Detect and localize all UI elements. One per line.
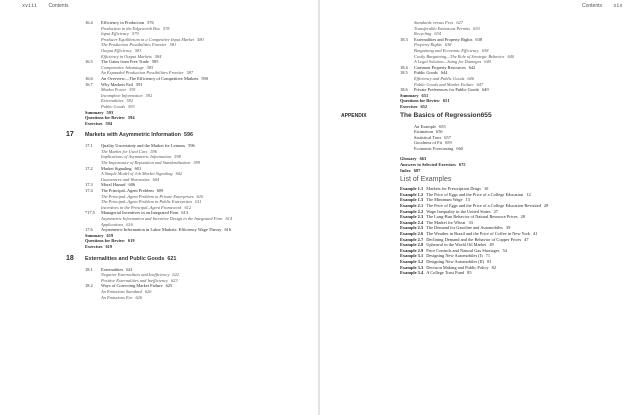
entry-title: Common Property Resources [414,64,466,70]
entry-title: Economic Forecasting [414,145,454,151]
page-ref: 646 [467,75,474,81]
page-ref: 640 [507,53,515,59]
example-entry [320,270,638,276]
entry-title: Answers to Selected Exercises [400,162,456,168]
page-ref: 592 [145,92,153,98]
example-label: Example 2.6 [400,231,424,236]
right-page [320,0,638,415]
page-ref: 576 [147,20,154,25]
page-ref: 591 [129,87,136,93]
entry-title: Index [400,167,411,173]
page-ref: 651 [442,98,450,104]
example-title: Designing New Automobiles (I) [426,253,483,259]
section-number: 18.6 [400,87,408,93]
page-ref: 604 [152,176,160,182]
entry-title: Positive Externalities and Inefficiency [101,277,168,283]
page-ref: 578 [162,25,170,31]
page-ref: 616 [224,227,232,233]
entry-title: The Principal–Agent Problem in Private Enterprises [101,193,194,199]
examples-heading-text: List of Examples [400,176,452,184]
example-label: Example 1.1 [400,186,424,192]
example-label: Example 1.3 [400,197,424,203]
example-title: Upheaval in the World Oil Market [426,242,487,248]
appendix-page: 655 [480,111,492,119]
entry-title: A Legal Solution—Suing for Damages [414,59,482,65]
page-ref: 580 [197,36,204,42]
example-label: Example 1.2 [400,191,424,197]
chapter-page: 596 [183,132,193,139]
page-ref: 655 [439,123,446,129]
page-ref: 13 [465,197,470,203]
entry-title: Transferable Emissions Permits [414,25,471,31]
page-ref: 33 [468,219,473,225]
page-ref: 638 [481,47,489,53]
example-title: The Price of Eggs and the Price of a College Education Revisited [426,203,541,209]
entry-title: Estimation [414,129,434,135]
entry-title: Public Goods and Market Failure [414,81,474,87]
entry-title: The Importance of Reputation and Standardization [101,160,191,166]
entry-title: Exercises [85,120,103,126]
entry-title: Market Power [101,87,127,93]
page-ref: 579 [131,31,139,37]
entry-title: Costly Bargaining—The Role of Strategic Behavior [414,53,505,59]
right-page-number: xix [613,3,623,9]
section-number: 17.6 [85,227,93,233]
entry-title: The Principal–Agent Problem [101,188,154,194]
subsection-title [414,146,463,152]
section-number: 17.4 [85,188,93,194]
entry-title: Public Goods [101,103,126,109]
left-toc [0,20,318,300]
entry-title: Standards versus Fees [414,20,454,25]
page-ref: 619 [106,232,114,238]
entry-title: Incomplete Information [101,92,143,98]
page-ref: 599 [193,160,201,166]
left-page-number: xviii [22,3,38,9]
entry-title: Property Rights [414,42,442,48]
page-ref: 594 [105,120,113,126]
entry-title: Summary [85,232,104,238]
page-ref: 12 [526,191,531,197]
page-ref: 626 [144,288,152,294]
example-title: The Weather in Brazil and the Price of Coffee in New York [426,231,531,236]
chapter-title [85,131,193,139]
entry-title: Comparative Advantage [101,64,144,70]
entry-title: Goodness of Fit [414,140,443,146]
page-ref: 627 [456,20,463,25]
entry-title: Public Goods [414,70,438,76]
section-number: 16.5 [85,59,93,65]
page-ref: 82 [491,264,497,270]
entry-title: The Gains from Free Trade [101,59,149,65]
section-number: 16.7 [85,81,93,87]
page-ref: 10 [483,186,489,192]
example-title: The Market for Wheat [426,219,466,225]
entry-title: Questions for Review [85,238,125,244]
right-toc [320,20,638,276]
page-ref: 642 [468,64,476,70]
entry-title: Efficiency in Production [101,20,145,25]
example-label: Example 2.4 [400,219,424,225]
example-title: A College Trust Fund [426,270,465,276]
example-label: Example 2.2 [400,208,424,214]
page-ref: 596 [188,143,195,149]
example-title: Price Controls and Natural Gas Shortages [426,247,500,253]
page-ref: 81 [487,258,492,264]
appendix-heading [320,110,638,124]
entry-title: An Emissions Standard [101,288,142,294]
entry-title: Statistical Tests [414,134,442,140]
page-ref: 647 [476,81,484,87]
entry-title: Applications [101,221,124,227]
chapter-title-text: Externalities and Public Goods [85,255,165,262]
example-title: Designing New Automobiles (II) [426,258,485,264]
right-running-title: Contents [582,3,603,9]
page-ref: 583 [134,47,142,53]
section-number: 18.2 [85,283,93,289]
page-ref: 71 [485,253,491,259]
page-ref: 612 [184,204,192,210]
example-label: Example 2.5 [400,225,424,231]
appendix-label: APPENDIX [341,112,367,119]
entry-title: Recycling [414,31,432,37]
page-ref: 587 [186,70,194,76]
page-ref: 619 [105,243,113,249]
page-ref: 634 [434,31,441,37]
entry-title: The Principal–Agent Problem in Public Enterprises [101,199,193,205]
chapter-number: 17 [66,131,74,139]
page-ref: 28 [520,214,526,220]
entry-title: Asymmetric Information and Incentive Design in the Integrated Firm [101,216,223,221]
page-ref: 593 [106,109,114,115]
chapter-18-heading [0,250,318,267]
left-running-title: Contents [48,3,69,9]
example-title: Markets for Prescription Drugs [426,186,481,192]
entry-title: Externalities [101,266,124,272]
page-ref: 621 [126,266,133,272]
section-number: 16.4 [85,20,93,25]
entry-title: Ways of Correcting Market Failure [101,283,163,289]
section-number: *17.5 [85,210,95,216]
entry-title: Managerial Incentives in an Integrated Firm [101,210,179,216]
page-ref: 687 [413,167,421,173]
page-ref: 585 [151,59,159,65]
entry-title: Asymmetric Information in Labor Markets: Efficiency Wage Theory [101,227,222,233]
section-number: 18.5 [400,70,408,76]
entry-title: Questions for Review [85,115,125,121]
page-ref: 27 [493,208,498,214]
entry-title: Moral Hazard [101,182,126,188]
section-number: 18.4 [400,64,408,70]
entry-title: Incentives in the Principal–Agent Framework [101,204,182,210]
entry-title: Production in the Edgeworth Box [101,25,160,31]
entry-title: Exercises [400,103,418,109]
chapter-title [85,255,176,263]
example-label: Example 2.8 [400,242,424,248]
entry-title: Negative Externalities and Inefficiency [101,272,170,278]
example-title: The Price of Eggs and the Price of a College Education [426,191,524,197]
page-ref: 660 [456,145,463,151]
page-ref: 619 [127,238,135,244]
page-ref: 663 [419,156,427,162]
example-text [400,270,472,276]
entry-title: Exercises [85,243,103,249]
chapter-number: 18 [66,254,74,262]
entry-title: An Emissions Fee [101,294,133,300]
entry-title: Output Efficiency [101,47,132,53]
example-title: The Demand for Gasoline and Automobiles [426,225,503,231]
example-title: The Long-Run Behavior of Natural Resource Prices [426,214,518,220]
section-number: 18.1 [85,266,93,272]
page-ref: 657 [444,134,451,140]
page-ref: 585 [146,64,154,70]
page-ref: 47 [524,236,529,242]
page-ref: 41 [533,231,538,236]
example-label: Example 3.1 [400,253,424,259]
chapter-page: 621 [167,255,177,262]
page-ref: 652 [420,103,428,109]
page-ref: 613 [181,210,189,216]
section-number: 17.2 [85,165,93,171]
example-title: The Minimum Wage [426,197,463,203]
page-ref: 602 [175,171,183,177]
example-label: Example 3.4 [400,270,424,276]
page-ref: 656 [436,129,443,135]
page-ref: 614 [225,216,233,221]
entry-title: Producer Equilibrium in a Competitive Input Market [101,36,195,42]
page-ref: 594 [127,115,135,121]
page-ref: 638 [444,42,452,48]
page-ref: 630 [473,25,480,31]
page-ref: 606 [128,182,136,188]
page-ref: 590 [201,75,208,81]
chapter-title-text: Markets with Asymmetric Information [85,132,181,139]
chapter-17-heading [0,126,318,143]
right-running-head [582,3,622,9]
example-label: Example 2.3 [400,214,424,220]
page-ref: 596 [150,148,157,154]
page-ref: 592 [126,98,134,104]
appendix-title [400,112,492,119]
entry-title: The Market for Used Cars [101,148,148,154]
entry-title: Private Preferences for Public Goods [414,87,480,93]
page-ref: 638 [475,36,483,42]
toc-entry [0,295,318,301]
left-running-head [22,3,68,9]
entry-title: Summary [400,92,419,98]
entry-title: Why Markets Fail [101,81,133,87]
page-ref: 584 [154,53,162,59]
entry-title: Glossary [400,156,417,162]
page-ref: 625 [165,283,173,289]
page-ref: 611 [195,199,202,205]
entry-title: Implications of Asymmetric Information [101,154,172,160]
example-label: Example 3.3 [400,264,424,270]
page-ref: 28 [543,203,549,209]
subsection-title [101,295,142,301]
entry-title: Market Signaling [101,165,132,171]
page-ref: 623 [170,277,178,283]
example-title: Decision Making and Public Policy [426,264,489,270]
left-page [0,0,318,415]
page-ref: 622 [172,272,179,278]
example-label: Example 2.9 [400,247,424,253]
page-ref: 591 [135,81,143,87]
section-number: 17.1 [85,143,93,149]
entry-title: Quality Uncertainty and the Market for Lemons [101,143,186,149]
page-ref: 39 [505,225,511,231]
page-ref: 85 [467,270,472,276]
page-ref: 54 [502,247,507,253]
entry-title: Efficiency and Public Goods [414,75,465,81]
page-ref: 49 [489,242,494,248]
entry-title: Externalities and Property Rights [414,36,473,42]
appendix-title-text: The Basics of Regression [400,111,481,119]
section-number: 18.3 [400,36,408,42]
entry-title: Guarantees and Warranties [101,176,150,182]
page-ref: 609 [156,188,164,194]
page-ref: 598 [174,154,181,160]
page-ref: 581 [169,42,177,48]
entry-title: The Production Possibilities Frontier [101,42,167,48]
examples-heading [320,173,638,186]
page-ref: 601 [134,165,142,171]
entry-title: Input Efficiency [101,31,129,37]
page-ref: 649 [482,87,489,93]
appendix-entry [320,146,638,152]
example-title: Wage Inequality in the United States [426,208,491,214]
page-ref: 610 [196,193,204,199]
entry-title: Externalities [101,98,124,104]
example-title: Declining Demand and the Behavior of Copper Prices [426,236,522,242]
entry-title: Efficiency in Output Markets [101,53,152,59]
section-number: 17.3 [85,182,93,188]
page-ref: 659 [445,140,452,146]
entry-title: A Simple Model of Job Market Signaling [101,171,173,177]
page-ref: 640 [484,59,491,65]
example-label: Example 2.7 [400,236,424,242]
entry-title: An Example [414,123,437,129]
page-ref: 593 [128,103,135,109]
example-label: Example 3.2 [400,258,424,264]
entry-title: Summary [85,109,104,115]
entry-title: An Overview—The Efficiency of Competitive Markets [101,75,199,81]
page-ref: 644 [440,70,448,76]
page-ref: 626 [135,294,143,300]
entry-title: An Expanded Production Possibilities Frontier [101,70,184,76]
section-number: 16.6 [85,75,93,81]
entry-title: Bargaining and Economic Efficiency [414,47,479,53]
example-label: Example 2.1 [400,203,424,209]
page-ref: 675 [458,162,466,168]
entry-title: Questions for Review [400,98,440,104]
page-ref: 651 [421,92,429,98]
page-ref: 616 [126,221,133,227]
